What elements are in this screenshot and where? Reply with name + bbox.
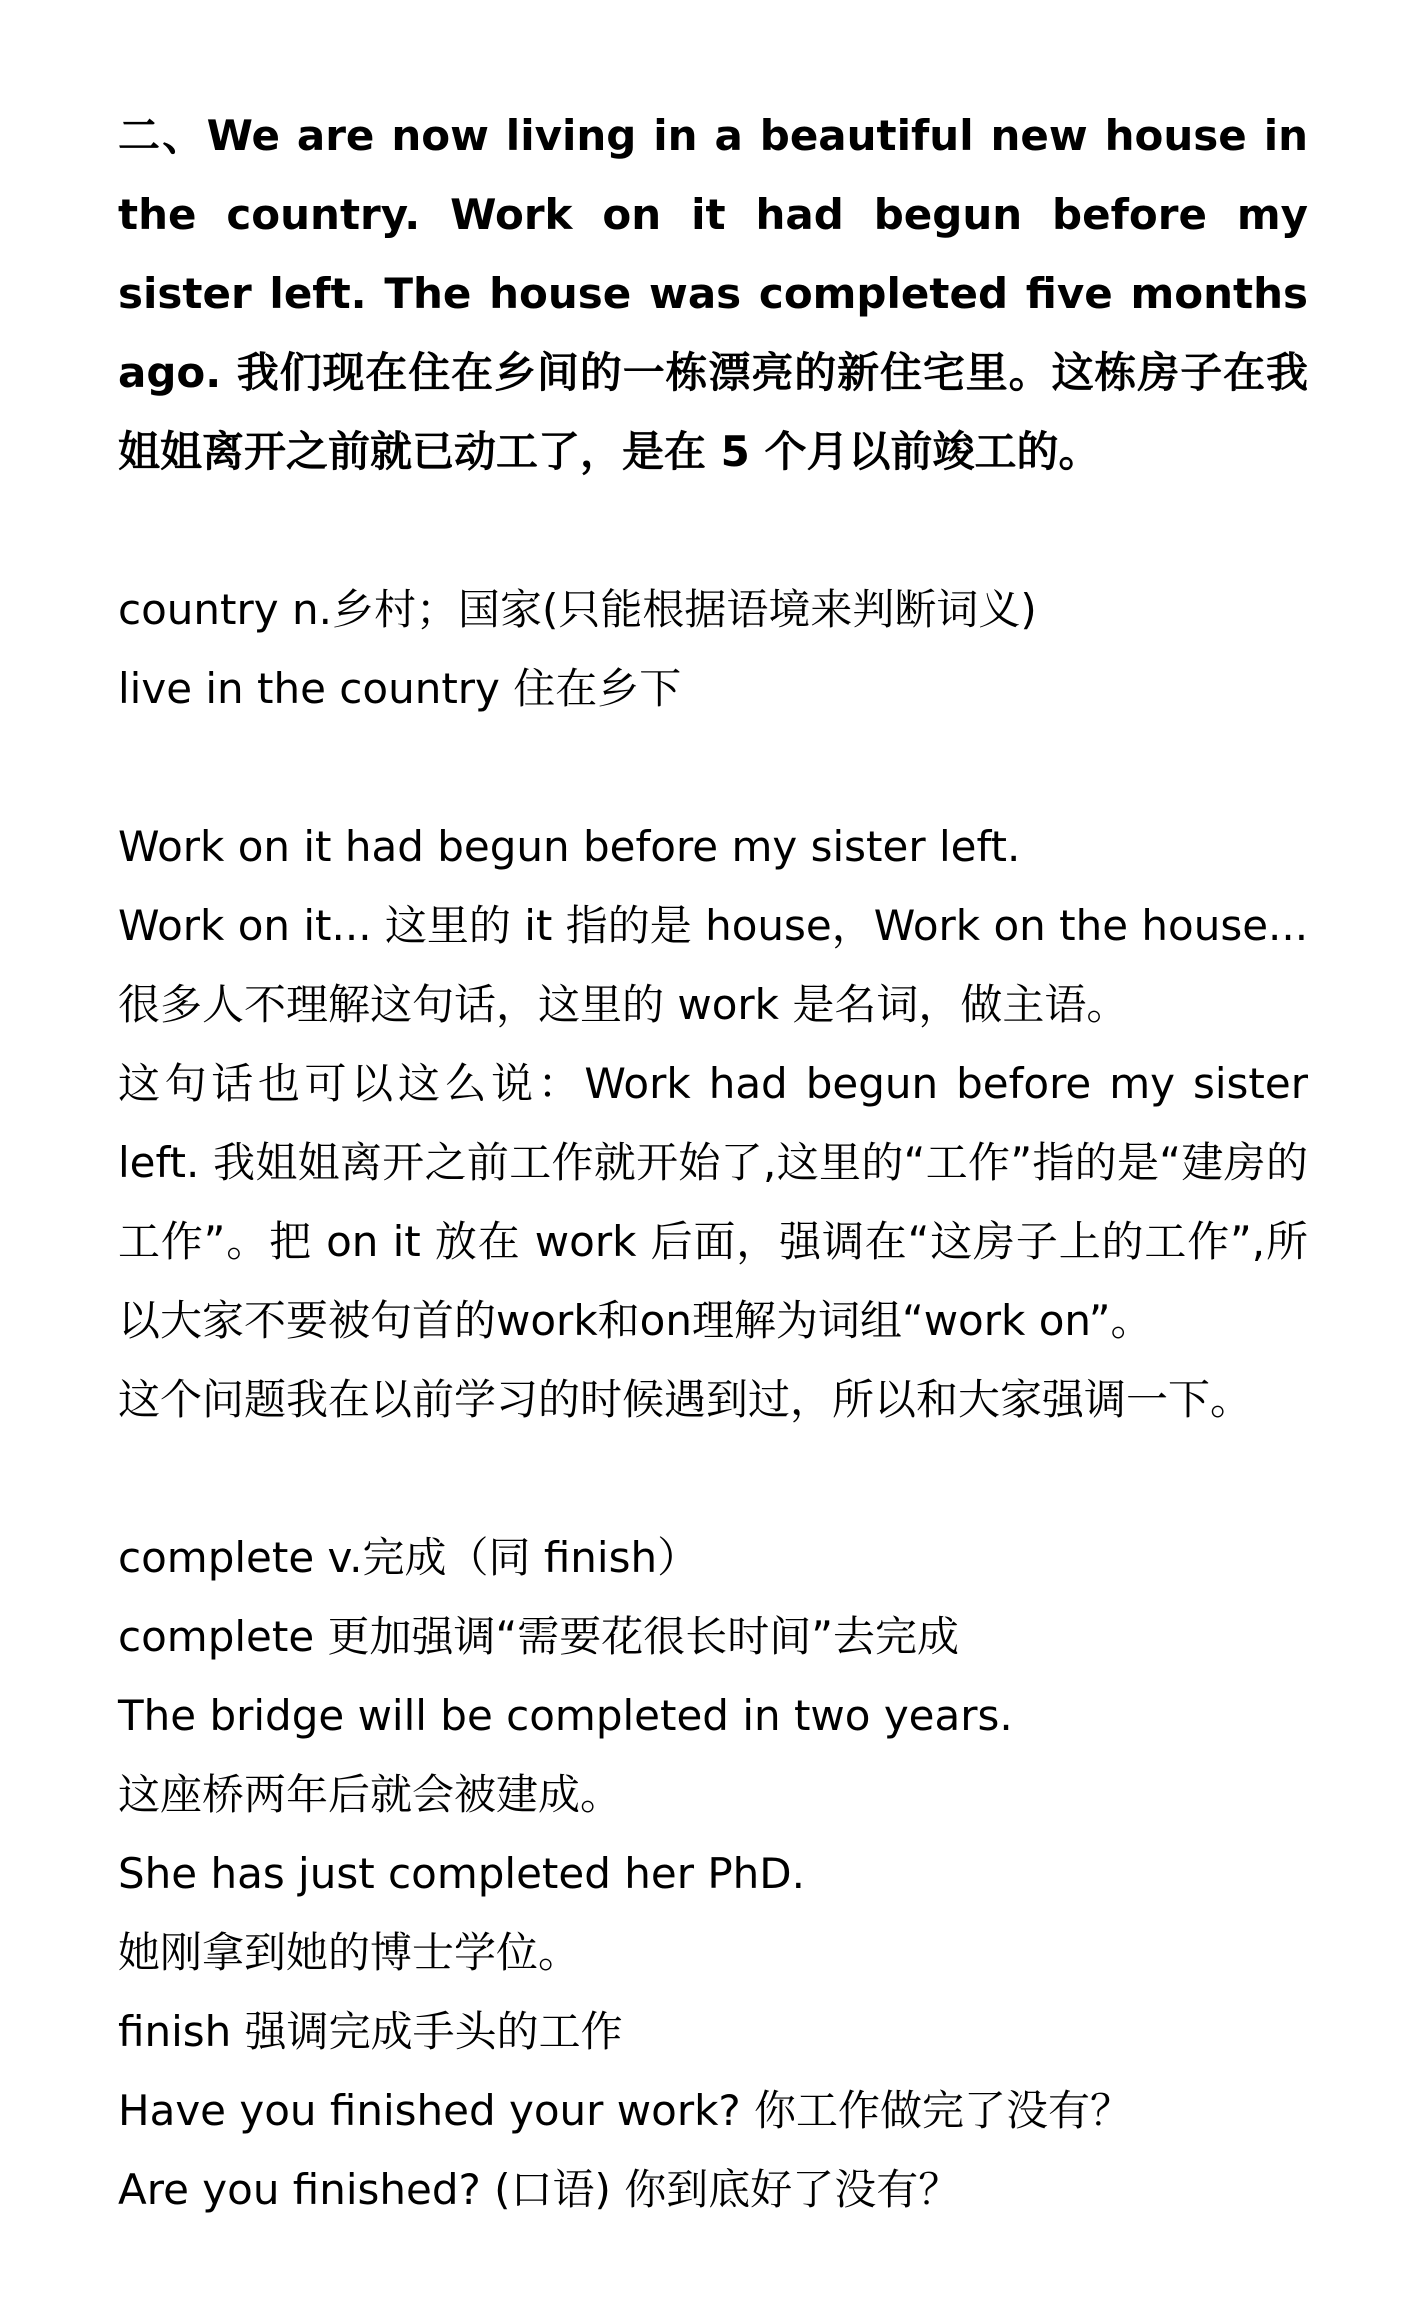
- spacer: [118, 1439, 1308, 1518]
- note-line: Work on it had begun before my sister left.: [118, 822, 1021, 871]
- example-sentence: She has just completed her PhD.: [118, 1849, 805, 1898]
- note-line: 很多人不理解这句话，这里的 work 是名词，做主语。: [118, 980, 1129, 1029]
- note-line: live in the country 住在乡下: [118, 664, 682, 713]
- note-line: Work on it... 这里的 it 指的是 house，Work on the house...: [118, 901, 1309, 950]
- example-sentence: The bridge will be completed in two years.: [118, 1691, 1013, 1740]
- note-line: country n.乡村；国家(只能根据语境来判断词义): [118, 585, 1037, 634]
- country-notes: [118, 570, 1308, 728]
- document-page: [118, 96, 1308, 2229]
- work-notes: [118, 807, 1308, 1439]
- note-line: finish 强调完成手头的工作: [118, 2007, 623, 2056]
- example-sentence: Are you finished? (口语) 你到底好了没有？: [118, 2165, 961, 2214]
- spacer: [118, 491, 1308, 570]
- example-sentence: Have you finished your work? 你工作做完了没有？: [118, 2086, 1133, 2135]
- note-line: complete v.完成（同 finish）: [118, 1533, 700, 1582]
- note-line: 这个问题我在以前学习的时候遇到过，所以和大家强调一下。: [118, 1375, 1253, 1424]
- example-translation: 她刚拿到她的博士学位。: [118, 1928, 581, 1977]
- note-paragraph: 这句话也可以这么说：Work had begun before my sister left. 我姐姐离开之前工作就开始了,这里的“工作”指的是“建房的工作”。把 on it 放在 work 后面，强调在“这房子上的工作”,所以大家不要被句首的work和on理解为词组“work on”。: [118, 1059, 1308, 1345]
- section-heading: 二、We are now living in a beautiful new house in the country. Work on it had begun before my sister left. The house was completed five months ago. 我们现在住在乡间的一栋漂亮的新住宅里。这栋房子在我姐姐离开之前就已动工了，是在 5 个月以前竣工的。: [118, 111, 1308, 476]
- spacer: [118, 728, 1308, 807]
- example-translation: 这座桥两年后就会被建成。: [118, 1770, 623, 1819]
- note-line: complete 更加强调“需要花很长时间”去完成: [118, 1612, 960, 1661]
- complete-notes: [118, 1518, 1308, 2229]
